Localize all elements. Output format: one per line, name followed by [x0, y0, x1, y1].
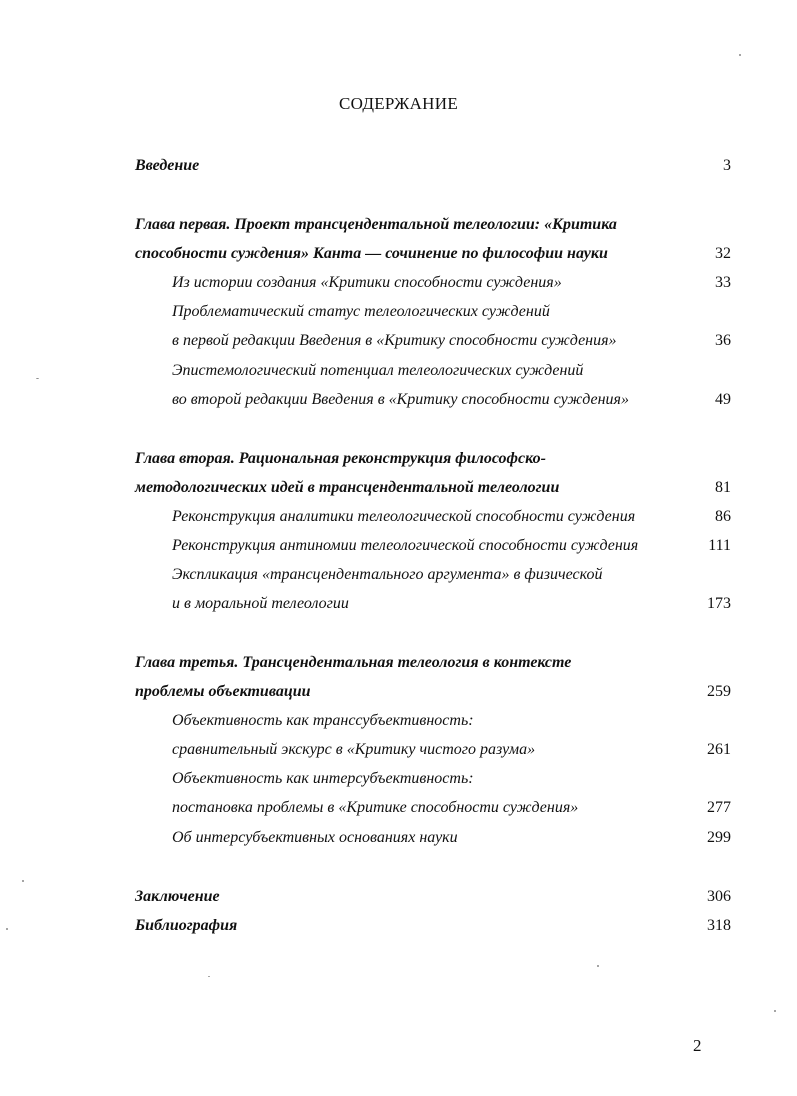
toc-section-1-1: Из истории создания «Критики способности суждения»: [172, 274, 562, 291]
scan-speck: [22, 880, 24, 882]
toc-intro-label: Введение: [135, 157, 200, 174]
toc-chapter1-page: 32: [715, 245, 731, 262]
toc-section-1-2-line2: в первой редакции Введения в «Критику способности суждения»: [172, 332, 617, 349]
toc-chapter2-line1: Глава вторая. Рациональная реконструкция философско-: [135, 450, 546, 467]
toc-bibliography-page: 318: [707, 917, 731, 934]
toc-section-3-2-line2: постановка проблемы в «Критике способности суждения»: [172, 799, 579, 816]
toc-chapter2-line2: методологических идей в трансцендентальной телеологии: [135, 479, 560, 496]
toc-section-3-1-line2: сравнительный экскурс в «Критику чистого разума»: [172, 741, 536, 758]
scan-speck: [208, 976, 210, 977]
toc-section-3-3-page: 299: [707, 829, 731, 846]
toc-section-2-3-page: 173: [707, 595, 731, 612]
toc-chapter1-line1: Глава первая. Проект трансцендентальной телеологии: «Критика: [135, 216, 617, 233]
toc-chapter3-page: 259: [707, 683, 731, 700]
toc-section-2-2-page: 111: [708, 537, 731, 554]
toc-chapter3-line2: проблемы объективации: [135, 683, 311, 700]
toc-section-1-3-page: 49: [715, 391, 731, 408]
toc-section-2-2: Реконструкция антиномии телеологической способности суждения: [172, 537, 639, 554]
scan-speck: [739, 54, 741, 56]
toc-section-1-1-page: 33: [715, 274, 731, 291]
toc-section-2-3-line1: Экспликация «трансцендентального аргумента» в физической: [172, 566, 603, 583]
toc-section-3-2-line1: Объективность как интерсубъективность:: [172, 770, 474, 787]
scan-speck: [774, 1010, 776, 1012]
toc-section-1-2-line1: Проблематический статус телеологических суждений: [172, 303, 550, 320]
scan-speck: [6, 928, 8, 930]
scan-speck: [597, 965, 599, 967]
toc-section-2-3-line2: и в моральной телеологии: [172, 595, 349, 612]
toc-intro-page: 3: [723, 157, 731, 174]
toc-conclusion-label: Заключение: [135, 888, 220, 905]
toc-section-1-3-line2: во второй редакции Введения в «Критику способности суждения»: [172, 391, 629, 408]
toc-section-1-3-line1: Эпистемологический потенциал телеологических суждений: [172, 362, 584, 379]
toc-chapter3-line1: Глава третья. Трансцендентальная телеология в контексте: [135, 654, 572, 671]
toc-section-3-1-page: 261: [707, 741, 731, 758]
page-title: СОДЕРЖАНИЕ: [338, 94, 459, 113]
toc-chapter1-line2: способности суждения» Канта — сочинение по философии науки: [135, 245, 608, 262]
toc-section-2-1: Реконструкция аналитики телеологической способности суждения: [172, 508, 636, 525]
toc-section-3-2-page: 277: [707, 799, 731, 816]
toc-section-3-3: Об интерсубъективных основаниях науки: [172, 829, 458, 846]
scan-speck: [36, 378, 39, 379]
toc-chapter2-page: 81: [715, 479, 731, 496]
toc-bibliography-label: Библиография: [135, 917, 238, 934]
toc-section-1-2-page: 36: [715, 332, 731, 349]
toc-section-2-1-page: 86: [715, 508, 731, 525]
toc-conclusion-page: 306: [707, 888, 731, 905]
toc-section-3-1-line1: Объективность как транссубъективность:: [172, 712, 474, 729]
page-number: 2: [693, 1036, 702, 1055]
